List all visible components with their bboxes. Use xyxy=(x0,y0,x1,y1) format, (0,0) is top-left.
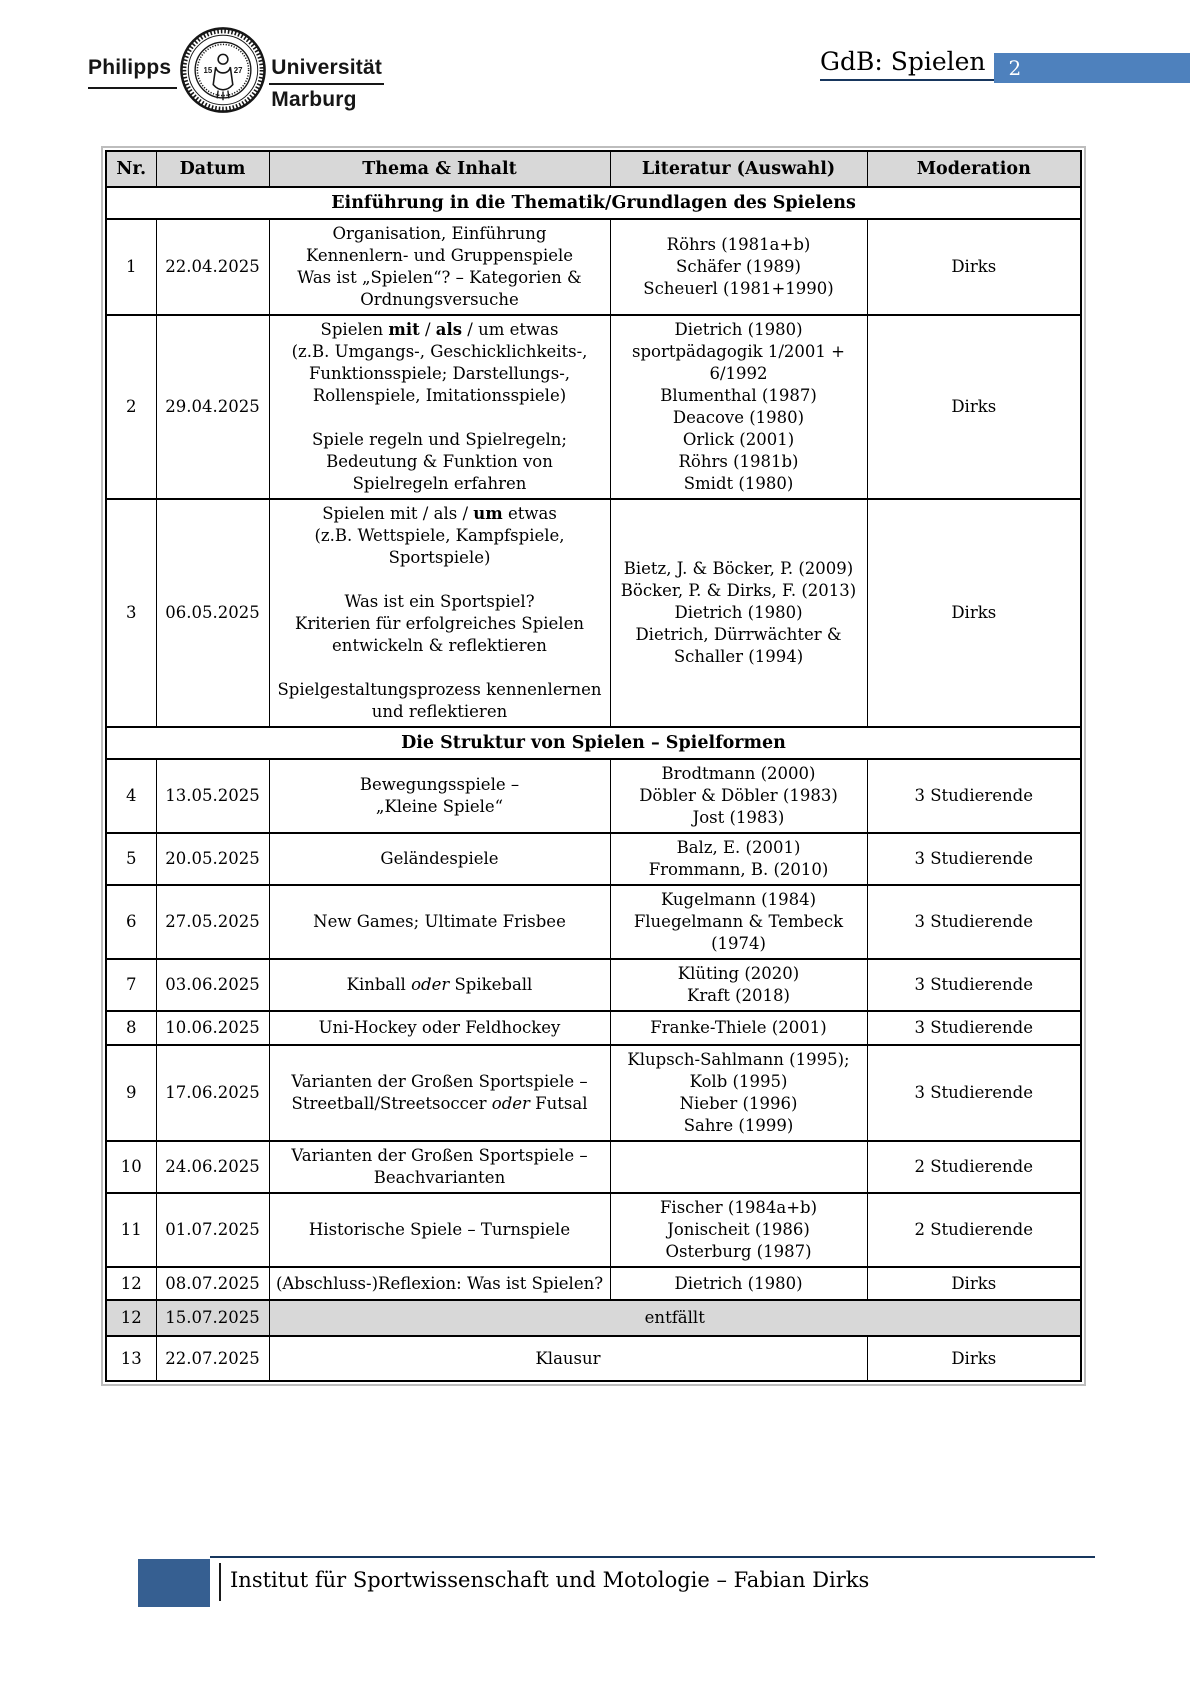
cell-datum: 08.07.2025 xyxy=(156,1267,269,1300)
schedule-table-body xyxy=(106,187,1081,1381)
cell-datum: 27.05.2025 xyxy=(156,885,269,959)
cell-datum: 15.07.2025 xyxy=(156,1300,269,1336)
cell-nr: 10 xyxy=(106,1141,156,1193)
university-seal-icon xyxy=(179,26,267,114)
session-row xyxy=(106,759,1081,833)
cell-thema xyxy=(269,499,610,727)
seal-year-right: 27 xyxy=(234,65,243,75)
cell-moderation: Dirks xyxy=(867,219,1081,315)
session-row xyxy=(106,1011,1081,1045)
literature-line: Fischer (1984a+b) xyxy=(659,1198,818,1217)
cell-moderation: 3 Studierende xyxy=(867,833,1081,885)
footer-rule xyxy=(210,1556,1095,1558)
cell-literatur xyxy=(610,885,867,959)
section-header-row xyxy=(106,727,1081,759)
cell-literatur xyxy=(610,499,867,727)
cell-datum: 22.07.2025 xyxy=(156,1336,269,1381)
text-run: mit xyxy=(388,320,420,339)
cell-thema xyxy=(269,1045,610,1141)
seminar-schedule-table xyxy=(105,150,1082,1382)
cell-nr: 12 xyxy=(106,1267,156,1300)
literature-line: Kugelmann (1984) xyxy=(660,890,817,909)
cell-datum: 17.06.2025 xyxy=(156,1045,269,1141)
section-title: Die Struktur von Spielen – Spielformen xyxy=(106,727,1081,759)
column-header-thema: Thema & Inhalt xyxy=(269,151,610,187)
literature-line: Kraft (2018) xyxy=(687,986,790,1005)
literature-line: Brodtmann (2000) xyxy=(661,764,816,783)
header-row xyxy=(106,151,1081,187)
cell-datum: 10.06.2025 xyxy=(156,1011,269,1045)
literature-line: Dietrich (1980) xyxy=(674,1273,803,1293)
text-run: Spielgestaltungsprozess kennenlernen und reflektieren xyxy=(277,680,602,721)
text-run: (Abschluss-)Reflexion: Was ist Spielen? xyxy=(275,1273,604,1293)
session-row xyxy=(106,885,1081,959)
literature-line: Scheuerl (1981+1990) xyxy=(643,279,834,298)
logo-marburg: Marburg xyxy=(271,88,357,111)
literature-line: Nieber (1996) xyxy=(679,1094,798,1113)
cell-nr: 3 xyxy=(106,499,156,727)
cell-nr: 7 xyxy=(106,959,156,1011)
footer-text: Institut für Sportwissenschaft und Motologie – Fabian Dirks xyxy=(230,1568,870,1592)
cell-nr: 1 xyxy=(106,219,156,315)
text-run: oder xyxy=(411,975,450,994)
text-run: oder xyxy=(491,1094,530,1113)
text-run: Was ist „Spielen“? – Kategorien & Ordnungsversuche xyxy=(297,268,582,309)
literature-line: Jost (1983) xyxy=(692,808,785,827)
text-run: Kriterien für erfolgreiches Spielen entwickeln & reflektieren xyxy=(295,614,584,655)
cell-thema xyxy=(269,1193,610,1267)
column-header-datum: Datum xyxy=(156,151,269,187)
literature-line: Deacove (1980) xyxy=(672,408,805,427)
literature-line: Jonischeit (1986) xyxy=(667,1220,810,1239)
literature-line: Dietrich, Dürrwächter & Schaller (1994) xyxy=(635,625,842,666)
text-run: Beachvarianten xyxy=(373,1168,506,1187)
literature-line: Kolb (1995) xyxy=(689,1072,788,1091)
cell-moderation: 3 Studierende xyxy=(867,759,1081,833)
text-run: „Kleine Spiele“ xyxy=(375,797,504,816)
cell-moderation: 2 Studierende xyxy=(867,1141,1081,1193)
university-logo xyxy=(88,26,384,114)
cell-cancelled: entfällt xyxy=(269,1300,1081,1336)
cell-literatur xyxy=(610,1193,867,1267)
text-run: Spikeball xyxy=(449,975,533,994)
literature-line: Osterburg (1987) xyxy=(665,1242,812,1261)
text-run: Kennenlern- und Gruppenspiele xyxy=(305,246,574,265)
session-row xyxy=(106,1267,1081,1300)
cell-exam: Klausur xyxy=(269,1336,867,1381)
literature-line: Klupsch-Sahlmann (1995); xyxy=(627,1050,850,1069)
logo-philipps: Philipps xyxy=(88,56,177,89)
literature-line: Böcker, P. & Dirks, F. (2013) xyxy=(620,581,857,600)
literature-line: sportpädagogik 1/2001 + 6/1992 xyxy=(632,342,845,383)
cell-literatur xyxy=(610,959,867,1011)
cell-datum: 20.05.2025 xyxy=(156,833,269,885)
session-row xyxy=(106,1045,1081,1141)
cell-thema xyxy=(269,219,610,315)
cell-thema xyxy=(269,315,610,499)
literature-line: Fluegelmann & Tembeck (1974) xyxy=(633,912,844,953)
literature-line: Orlick (2001) xyxy=(682,430,795,449)
text-run: Geländespiele xyxy=(380,849,499,868)
text-run: Varianten der Großen Sportspiele – xyxy=(291,1146,588,1165)
cell-datum: 22.04.2025 xyxy=(156,219,269,315)
literature-line: Smidt (1980) xyxy=(683,474,794,493)
cell-thema xyxy=(269,759,610,833)
cell-nr: 2 xyxy=(106,315,156,499)
text-run: um xyxy=(473,504,503,523)
cell-moderation: 3 Studierende xyxy=(867,885,1081,959)
session-row xyxy=(106,219,1081,315)
cell-datum: 03.06.2025 xyxy=(156,959,269,1011)
cell-literatur xyxy=(610,315,867,499)
footer-divider xyxy=(219,1563,221,1601)
column-header-moderation: Moderation xyxy=(867,151,1081,187)
schedule-table-header xyxy=(106,151,1081,187)
page-number: 2 xyxy=(1008,56,1022,80)
cell-nr: 4 xyxy=(106,759,156,833)
text-run: New Games; Ultimate Frisbee xyxy=(313,912,566,931)
text-run: Was ist ein Sportspiel? xyxy=(344,592,535,611)
cell-moderation: Dirks xyxy=(867,315,1081,499)
text-run: etwas xyxy=(502,504,557,523)
section-header-row xyxy=(106,187,1081,219)
literature-line: Döbler & Döbler (1983) xyxy=(639,786,838,805)
cell-nr: 12 xyxy=(106,1300,156,1336)
session-row xyxy=(106,1141,1081,1193)
literature-line: Bietz, J. & Böcker, P. (2009) xyxy=(623,559,854,578)
cell-moderation: Dirks xyxy=(867,1336,1081,1381)
cell-moderation: 2 Studierende xyxy=(867,1193,1081,1267)
text-run: Varianten der Großen Sportspiele – xyxy=(291,1072,588,1091)
text-run: / xyxy=(419,320,436,339)
text-run: Kinball xyxy=(346,975,412,994)
text-run: Historische Spiele – Turnspiele xyxy=(308,1220,571,1239)
seal-year-left: 15 xyxy=(203,65,213,75)
cell-thema xyxy=(269,959,610,1011)
cell-moderation: 3 Studierende xyxy=(867,1045,1081,1141)
session-row xyxy=(106,1193,1081,1267)
literature-line: Dietrich (1980) xyxy=(674,603,803,622)
column-header-literatur: Literatur (Auswahl) xyxy=(610,151,867,187)
cell-nr: 11 xyxy=(106,1193,156,1267)
literature-line: Röhrs (1981b) xyxy=(678,452,799,471)
cell-moderation: 3 Studierende xyxy=(867,1011,1081,1045)
cell-literatur xyxy=(610,833,867,885)
column-header-nr: Nr. xyxy=(106,151,156,187)
cell-nr: 8 xyxy=(106,1011,156,1045)
running-head xyxy=(820,47,1190,81)
literature-line: Röhrs (1981a+b) xyxy=(666,235,811,254)
logo-universitaet: Universität xyxy=(269,56,384,85)
cell-datum: 06.05.2025 xyxy=(156,499,269,727)
text-run: als xyxy=(435,320,463,339)
session-row xyxy=(106,499,1081,727)
exam-row xyxy=(106,1336,1081,1381)
cell-moderation: Dirks xyxy=(867,1267,1081,1300)
cell-moderation: 3 Studierende xyxy=(867,959,1081,1011)
text-run: Uni-Hockey oder Feldhockey xyxy=(318,1018,561,1037)
text-run: Spiele regeln und Spielregeln; Bedeutung & Funktion von Spielregeln erfahren xyxy=(311,430,567,493)
literature-line: Blumenthal (1987) xyxy=(660,386,817,405)
literature-line: Dietrich (1980) xyxy=(674,320,803,339)
literature-line: Frommann, B. (2010) xyxy=(648,860,829,879)
cell-nr: 5 xyxy=(106,833,156,885)
cell-nr: 6 xyxy=(106,885,156,959)
cell-thema xyxy=(269,833,610,885)
cell-datum: 24.06.2025 xyxy=(156,1141,269,1193)
literature-line: Sahre (1999) xyxy=(683,1116,794,1135)
literature-line: Balz, E. (2001) xyxy=(676,838,801,857)
text-run: (z.B. Wettspiele, Kampfspiele, Sportspiele) xyxy=(314,526,565,567)
literature-line: Klüting (2020) xyxy=(677,964,800,983)
cell-thema xyxy=(269,1141,610,1193)
text-run: Organisation, Einführung xyxy=(332,224,547,243)
text-run: Spielen mit / als / xyxy=(322,504,474,523)
cell-nr: 13 xyxy=(106,1336,156,1381)
session-row xyxy=(106,315,1081,499)
footer-accent-square xyxy=(138,1559,210,1607)
cell-literatur xyxy=(610,1045,867,1141)
cell-literatur xyxy=(610,1267,867,1300)
session-row xyxy=(106,833,1081,885)
text-run: Bewegungsspiele – xyxy=(359,775,520,794)
section-title: Einführung in die Thematik/Grundlagen des Spielens xyxy=(106,187,1081,219)
literature-line: Schäfer (1989) xyxy=(676,257,801,276)
text-run: (z.B. Umgangs-, Geschicklichkeits-, Funktionsspiele; Darstellungs-, Rollenspiele, Imitationsspiele) xyxy=(291,342,588,405)
cell-thema xyxy=(269,1267,610,1300)
cell-literatur xyxy=(610,1141,867,1193)
page-number-badge xyxy=(994,53,1190,83)
cell-moderation: Dirks xyxy=(867,499,1081,727)
cell-datum: 29.04.2025 xyxy=(156,315,269,499)
literature-line: Franke-Thiele (2001) xyxy=(650,1018,827,1037)
cancelled-session-row xyxy=(106,1300,1081,1336)
cell-thema xyxy=(269,1011,610,1045)
session-row xyxy=(106,959,1081,1011)
cell-datum: 13.05.2025 xyxy=(156,759,269,833)
cell-thema xyxy=(269,885,610,959)
cell-datum: 01.07.2025 xyxy=(156,1193,269,1267)
cell-literatur xyxy=(610,759,867,833)
text-run: Futsal xyxy=(529,1094,588,1113)
text-run: / um etwas xyxy=(462,320,559,339)
cell-literatur xyxy=(610,1011,867,1045)
text-run: Spielen xyxy=(320,320,389,339)
course-title: GdB: Spielen xyxy=(820,47,986,76)
cell-literatur xyxy=(610,219,867,315)
text-run: Streetball/Streetsoccer xyxy=(291,1094,492,1113)
cell-nr: 9 xyxy=(106,1045,156,1141)
